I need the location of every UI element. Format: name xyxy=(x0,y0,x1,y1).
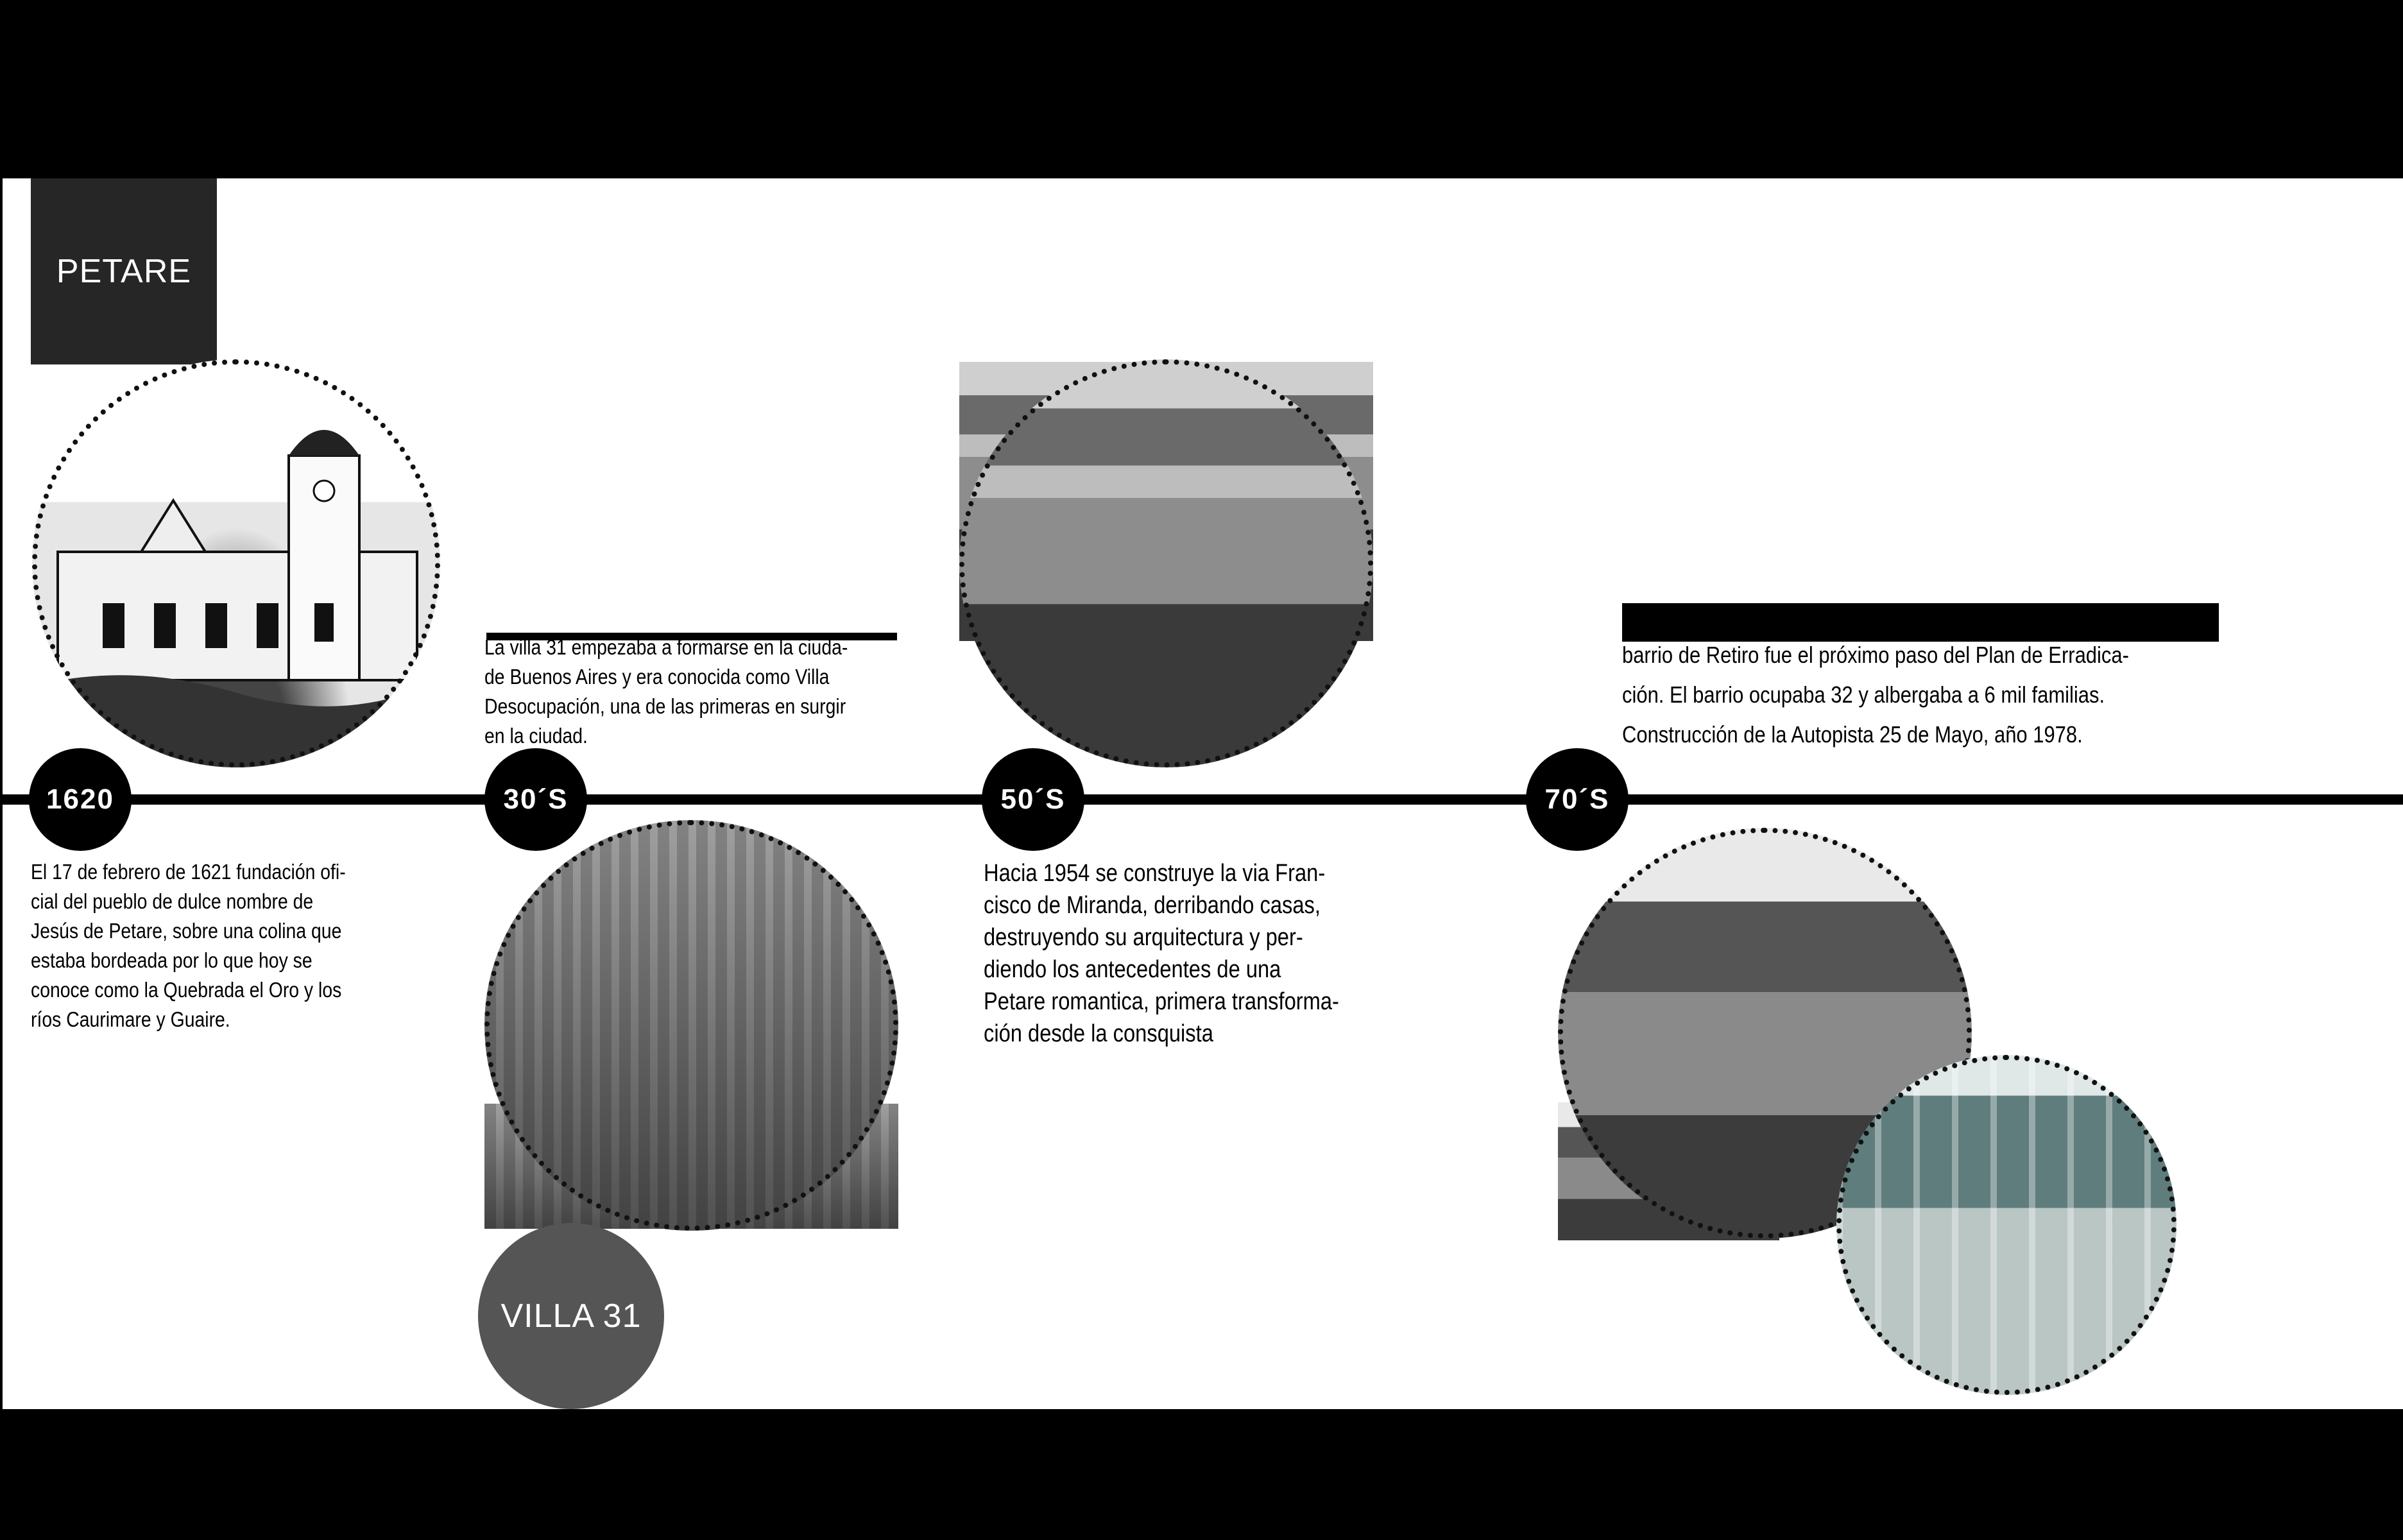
text-30s-line: Desocupación, una de las primeras en surgir xyxy=(484,694,846,718)
text-1620-line: Jesús de Petare, sobre una colina que xyxy=(31,919,342,943)
timeline-canvas xyxy=(0,178,2403,1409)
text-50s-line: Petare romantica, primera transforma- xyxy=(984,988,1339,1015)
text-1620 xyxy=(31,857,425,1034)
villa31-label: VILLA 31 xyxy=(478,1223,664,1409)
text-50s-line: Hacia 1954 se construye la via Fran- xyxy=(984,860,1326,887)
text-50s xyxy=(984,857,1359,1050)
text-30s-line: de Buenos Aires y era conocida como Villa xyxy=(484,665,830,689)
timeline-axis xyxy=(0,794,2403,805)
text-1620-line: estaba bordeada por lo que hoy se xyxy=(31,948,312,972)
text-1620-line: cial del pueblo de dulce nombre de xyxy=(31,889,314,913)
year-marker-30s: 30´S xyxy=(484,748,587,851)
text-1620-line: El 17 de febrero de 1621 fundación ofi- xyxy=(31,860,346,884)
text-1620-line: conoce como la Quebrada el Oro y los xyxy=(31,978,342,1002)
construction-photo-ring xyxy=(1836,1055,2176,1395)
text-50s-line: cisco de Miranda, derribando casas, xyxy=(984,892,1321,919)
year-marker-70s: 70´S xyxy=(1526,748,1629,851)
text-70s xyxy=(1622,635,2218,755)
shack-photo-ring xyxy=(484,820,898,1231)
year-marker-1620: 1620 xyxy=(29,748,132,851)
church-photo-ring xyxy=(32,359,440,767)
text-30s xyxy=(484,633,893,751)
text-30s-line: La villa 31 empezaba a formarse en la ciuda- xyxy=(484,635,848,659)
year-marker-50s: 50´S xyxy=(982,748,1084,851)
left-border xyxy=(0,178,3,1409)
text-50s-line: ción desde la consquista xyxy=(984,1020,1213,1047)
text-70s-line: barrio de Retiro fue el próximo paso del Plan de Erradica- xyxy=(1622,642,2129,668)
town-photo-ring xyxy=(959,359,1373,767)
text-70s-line: Construcción de la Autopista 25 de Mayo, año 1978. xyxy=(1622,721,2083,748)
text-1620-line: ríos Caurimare y Guaire. xyxy=(31,1007,230,1031)
petare-label: PETARE xyxy=(31,178,217,364)
text-30s-line: en la ciudad. xyxy=(484,724,588,748)
text-70s-line: ción. El barrio ocupaba 32 y albergaba a 6 mil familias. xyxy=(1622,681,2105,708)
text-50s-line: destruyendo su arquitectura y per- xyxy=(984,924,1303,951)
text-50s-line: diendo los antecedentes de una xyxy=(984,956,1281,983)
